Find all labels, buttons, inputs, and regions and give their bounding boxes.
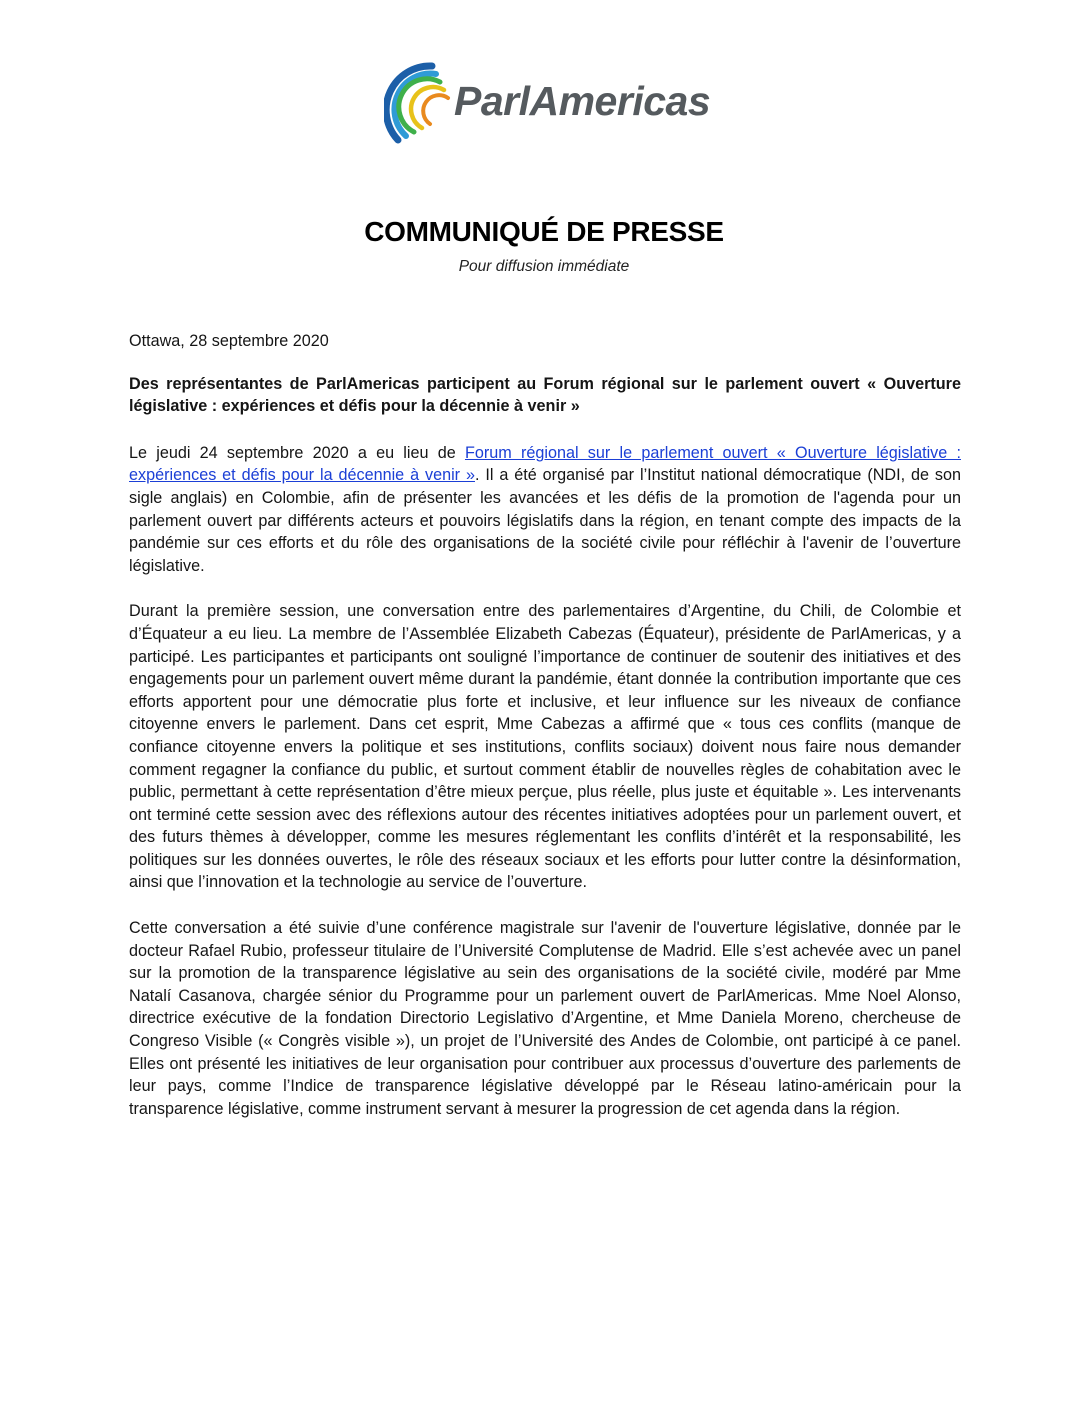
logo-wordmark: ParlAmericas [454,78,711,124]
article-headline: Des représentantes de ParlAmericas participent au Forum régional sur le parlement ouvert « Ouverture législative : expériences et défis pour la décennie à venir » [129,374,961,416]
forum-link[interactable]: Forum régional sur le parlement ouvert « Ouverture législative : expériences et défis pour la décennie à venir » [129,443,961,485]
parlamericas-logo [384,56,724,156]
paragraph-intro-lead: Le jeudi 24 septembre 2020 a eu lieu de [129,443,465,462]
paragraph-intro [129,442,961,578]
article-body [129,330,961,1143]
paragraph-conference: Cette conversation a été suivie d’une conférence magistrale sur l'avenir de l'ouverture législative, donnée par le docteur Rafael Rubio, professeur titulaire de l’Université Complutense de Madrid. Elle s’est achevée avec un panel sur la promotion de la transparence législative au sein des organisations de la société civile, modéré par Mme Natalí Casanova, chargée sénior du Programme pour un parlement ouvert de ParlAmericas. Mme Noel Alonso, directrice exécutive de la fondation Directorio Legislativo d’Argentine, et Mme Daniela Moreno, chercheuse de Congreso Visible (« Congrès visible »), un projet de l’Université des Andes de Colombie, ont participé à ce panel. Elles ont présenté les initiatives de leur organisation pour contribuer aux processus d’ouverture des parlements de leur pays, comme l’Indice de transparence législative développé par le Réseau latino-américain pour la transparence législative, comme instrument servant à mesurer la progression de cet agenda dans la région. [129,919,961,1118]
release-note: Pour diffusion immédiate [458,258,630,275]
logo-arcs-icon [384,56,464,156]
paragraph-first-session: Durant la première session, une conversation entre des parlementaires d’Argentine, du Chili, de Colombie et d’Équateur a eu lieu. La membre de l’Assemblée Elizabeth Cabezas (Équateur), présidente de ParlAmericas, y a participé. Les participantes et participants ont souligné l’importance de continuer de soutenir des initiatives et des engagements pour un parlement ouvert même durant la pandémie, étant donnée la contribution importante que ces efforts apportent pour une démocratie plus forte et inclusive, et leur influence sur les niveaux de confiance citoyenne envers le parlement. Dans cet esprit, Mme Cabezas a affirmé que « tous ces conflits (manque de confiance citoyenne envers la politique et ses institutions, conflits sociaux) doivent nous faire nous demander comment regagner la confiance du public, et surtout comment établir de nouvelles règles de cohabitation avec le public, permettant à cette représentation d’être mieux perçue, plus réelle, plus juste et équitable ». Les intervenants ont terminé cette session avec des réflexions autour des récentes initiatives adoptées pour un parlement ouvert, et des futurs thèmes à développer, comme les mesures réglementant les conflits d’intérêt et la responsabilité, les politiques sur les données ouvertes, le rôle des réseaux sociaux et les efforts pour lutter contre la désinformation, ainsi que l’innovation et la technologie au service de l’ouverture. [129,602,961,892]
page-title: COMMUNIQUÉ DE PRESSE [364,216,724,247]
paragraph-intro-rest: . Il a été organisé par l’Institut national démocratique (NDI, de son sigle anglais) en Colombie, afin de présenter les avancées et les défis de la promotion de l'agenda pour un parlement ouvert par différents acteurs et pouvoirs législatifs dans la région, en tenant compte des impacts de la pandémie sur ces efforts et du rôle des organisations de la société civile pour réfléchir à l'avenir de l’ouverture législative. [129,466,961,575]
dateline: Ottawa, 28 septembre 2020 [129,332,329,350]
